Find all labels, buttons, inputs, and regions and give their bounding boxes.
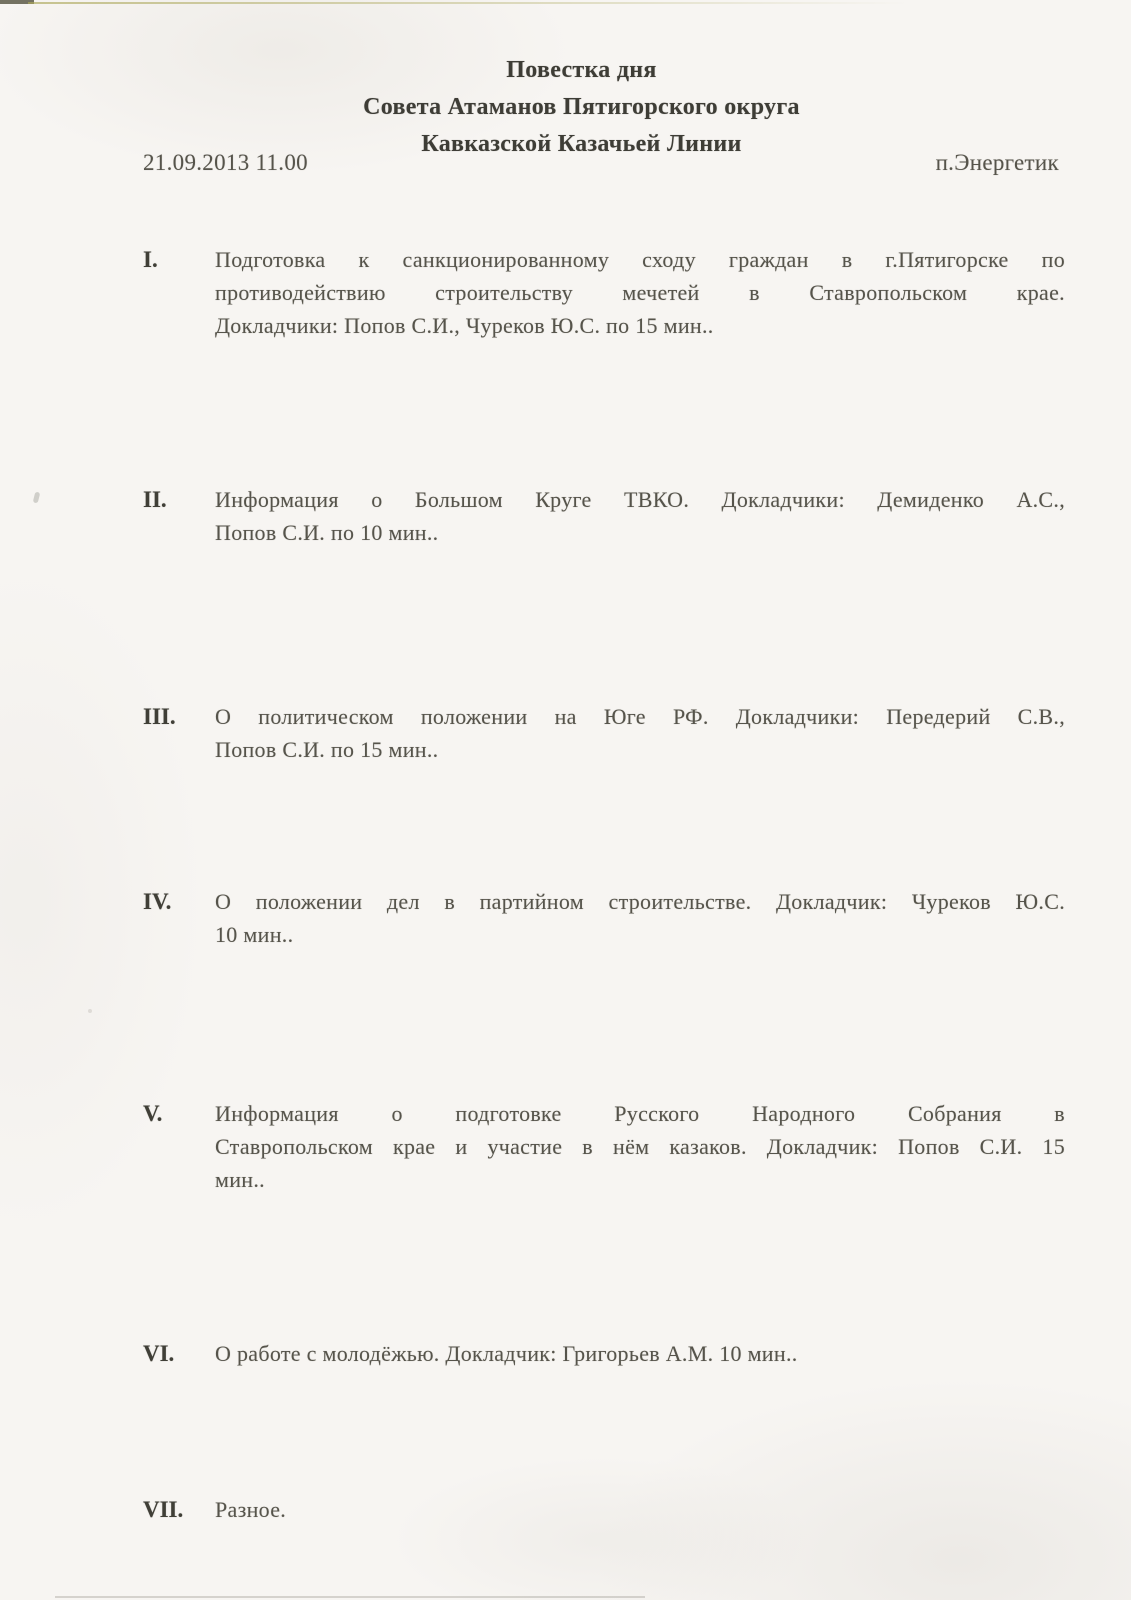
agenda-item-4-text (215, 885, 1065, 951)
meeting-datetime: 21.09.2013 11.00 (143, 150, 308, 175)
text-line: Информация о подготовке Русского Народного Собрания в (215, 1101, 1065, 1126)
agenda-item-7-numeral: VII. (143, 1497, 184, 1522)
scan-artifact-bottom-edge-line (55, 1596, 645, 1598)
document-subtitle-line1: Совета Атаманов Пятигорского округа (363, 94, 800, 120)
text-line: Попов С.И. по 15 мин.. (215, 737, 439, 762)
agenda-item-5-numeral: V. (143, 1101, 163, 1126)
meta-row (143, 150, 1059, 176)
agenda-item-6 (143, 1337, 1065, 1370)
agenda-item-5-text (215, 1097, 1065, 1196)
text-line: 10 мин.. (215, 922, 294, 947)
agenda-item-6-numeral: VI. (143, 1341, 175, 1366)
agenda-item-2-text (215, 483, 1065, 549)
agenda-item-2 (143, 483, 1065, 549)
text-line: противодействию строительству мечетей в Ставропольском крае. (215, 280, 1065, 305)
meeting-location: п.Энергетик (935, 150, 1059, 175)
agenda-item-2-numeral: II. (143, 487, 167, 512)
text-line: Разное. (215, 1497, 287, 1522)
scan-artifact-top-edge-line (28, 2, 908, 4)
scan-artifact-speck (33, 492, 41, 504)
agenda-item-5 (143, 1097, 1065, 1196)
text-line: О работе с молодёжью. Докладчик: Григорьев А.М. 10 мин.. (215, 1341, 798, 1366)
agenda-item-4 (143, 885, 1065, 951)
agenda-item-1 (143, 243, 1065, 342)
agenda-item-3-numeral: III. (143, 704, 176, 729)
document-title: Повестка дня (506, 57, 657, 83)
text-line: Ставропольском крае и участие в нём казаков. Докладчик: Попов С.И. 15 (215, 1134, 1065, 1159)
agenda-item-3-text (215, 700, 1065, 766)
scan-artifact-speck (88, 1009, 92, 1013)
agenda-item-4-numeral: IV. (143, 889, 172, 914)
agenda-item-3 (143, 700, 1065, 766)
text-line: О политическом положении на Юге РФ. Докладчики: Передерий С.В., (215, 704, 1065, 729)
agenda-item-7-text (215, 1493, 1065, 1526)
text-line: О положении дел в партийном строительстве. Докладчик: Чуреков Ю.С. (215, 889, 1065, 914)
text-line: Докладчики: Попов С.И., Чуреков Ю.С. по 15 мин.. (215, 313, 714, 338)
text-line: Подготовка к санкционированному сходу граждан в г.Пятигорске по (215, 247, 1065, 272)
document-header (16, 52, 1131, 163)
document-subtitle-line2: Кавказской Казачьей Линии (421, 131, 742, 157)
text-line: мин.. (215, 1167, 265, 1192)
text-line: Информация о Большом Круге ТВКО. Докладчики: Демиденко А.С., (215, 487, 1065, 512)
agenda-item-1-numeral: I. (143, 247, 158, 272)
agenda-item-7 (143, 1493, 1065, 1526)
agenda-item-6-text (215, 1337, 1065, 1370)
text-line: Попов С.И. по 10 мин.. (215, 520, 439, 545)
agenda-item-1-text (215, 243, 1065, 342)
